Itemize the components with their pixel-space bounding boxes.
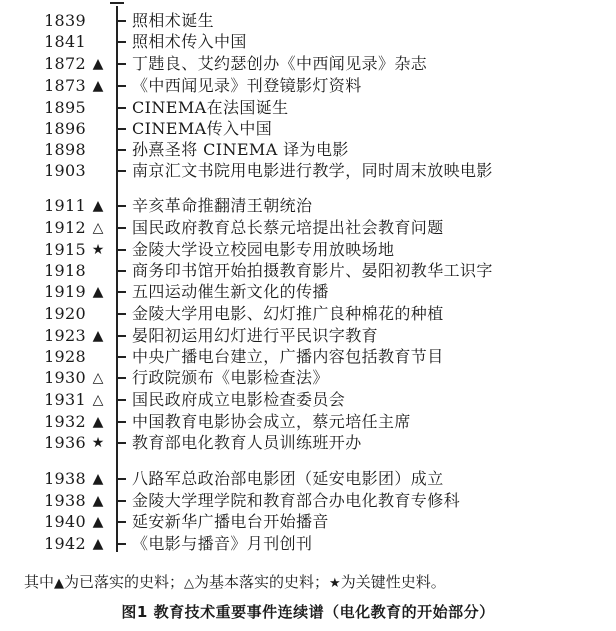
event-year: 1918 — [44, 261, 86, 280]
timeline-row — [0, 411, 616, 433]
solid-triangle-icon: ▲ — [92, 493, 104, 509]
event-description: CINEMA在法国诞生 — [132, 98, 289, 117]
axis-tick — [117, 205, 126, 207]
axis-tick — [117, 149, 126, 151]
event-description: 五四运动催生新文化的传播 — [132, 282, 329, 301]
timeline-axis-cap — [110, 2, 124, 4]
axis-tick — [117, 270, 126, 272]
timeline-row — [0, 160, 616, 182]
timeline-row — [0, 139, 616, 161]
legend-star-text: 为关键性史料。 — [340, 573, 446, 591]
timeline-row — [0, 10, 616, 32]
event-year: 1915 — [44, 240, 86, 259]
axis-tick — [117, 377, 126, 379]
star-icon: ★ — [91, 242, 105, 258]
event-description: 商务印书馆开始拍摄教育影片、晏阳初教华工识字 — [132, 261, 493, 280]
event-year: 1912 — [44, 218, 86, 237]
event-year: 1895 — [44, 98, 86, 117]
event-year: 1923 — [44, 326, 86, 345]
figure-caption: 图1 教育技术重要事件连续谱（电化教育的开始部分） — [121, 603, 495, 621]
hollow-triangle-icon: △ — [92, 370, 104, 386]
solid-triangle-icon: ▲ — [92, 328, 104, 344]
legend-hollow-triangle-icon: △ — [184, 576, 195, 591]
event-year: 1903 — [44, 161, 86, 180]
timeline-row — [0, 97, 616, 119]
axis-tick — [117, 227, 126, 229]
event-year: 1936 — [44, 433, 86, 452]
event-year: 1938 — [44, 469, 86, 488]
event-description: 教育部电化教育人员训练班开办 — [132, 433, 362, 452]
timeline-row — [0, 490, 616, 512]
event-year: 1872 — [44, 54, 86, 73]
event-description: 中央广播电台建立，广播内容包括教育节目 — [132, 347, 444, 366]
axis-tick — [117, 63, 126, 65]
solid-triangle-icon: ▲ — [92, 536, 104, 552]
event-description: 南京汇文书院用电影进行教学，同时周末放映电影 — [132, 161, 493, 180]
axis-tick — [117, 335, 126, 337]
event-description: 延安新华广播电台开始播音 — [132, 512, 329, 531]
solid-triangle-icon: ▲ — [92, 284, 104, 300]
timeline-row — [0, 346, 616, 368]
timeline-row — [0, 468, 616, 490]
star-icon: ★ — [91, 435, 105, 451]
solid-triangle-icon: ▲ — [92, 56, 104, 72]
event-description: 行政院颁布《电影检查法》 — [132, 368, 329, 387]
timeline-row — [0, 533, 616, 555]
timeline-row — [0, 389, 616, 411]
timeline-row — [0, 75, 616, 97]
event-year: 1839 — [44, 11, 86, 30]
event-year: 1942 — [44, 534, 86, 553]
axis-tick — [117, 500, 126, 502]
axis-tick — [117, 442, 126, 444]
axis-tick — [117, 399, 126, 401]
event-description: 《中西闻见录》刊登镜影灯资料 — [132, 76, 362, 95]
event-description: 晏阳初运用幻灯进行平民识字教育 — [132, 326, 379, 345]
event-description: 国民政府教育总长蔡元培提出社会教育问题 — [132, 218, 444, 237]
timeline-row — [0, 217, 616, 239]
event-year: 1938 — [44, 491, 86, 510]
timeline-row — [0, 239, 616, 261]
event-year: 1920 — [44, 304, 86, 323]
axis-tick — [117, 521, 126, 523]
event-year: 1898 — [44, 140, 86, 159]
timeline-row — [0, 195, 616, 217]
event-description: 金陵大学理学院和教育部合办电化教育专修科 — [132, 491, 461, 510]
legend-star-icon: ★ — [329, 576, 341, 591]
timeline-row — [0, 367, 616, 389]
event-description: 辛亥革命推翻清王朝统治 — [132, 196, 313, 215]
legend-solid-triangle-text: 为已落实的史料； — [64, 573, 185, 591]
event-description: 丁韪良、艾约瑟创办《中西闻见录》杂志 — [132, 54, 428, 73]
solid-triangle-icon: ▲ — [92, 414, 104, 430]
timeline-row — [0, 303, 616, 325]
event-description: 国民政府成立电影检查委员会 — [132, 390, 346, 409]
event-description: CINEMA传入中国 — [132, 119, 273, 138]
legend-hollow-triangle-text: 为基本落实的史料； — [194, 573, 330, 591]
event-year: 1841 — [44, 32, 86, 51]
event-year: 1896 — [44, 119, 86, 138]
event-description: 八路军总政治部电影团（延安电影团）成立 — [132, 469, 444, 488]
event-description: 照相术诞生 — [132, 11, 215, 30]
event-description: 金陵大学设立校园电影专用放映场地 — [132, 240, 395, 259]
timeline-row — [0, 432, 616, 454]
axis-tick — [117, 85, 126, 87]
timeline-row — [0, 31, 616, 53]
event-description: 《电影与播音》月刊创刊 — [132, 534, 313, 553]
axis-tick — [117, 421, 126, 423]
axis-tick — [117, 543, 126, 545]
axis-tick — [117, 356, 126, 358]
solid-triangle-icon: ▲ — [92, 78, 104, 94]
timeline-row — [0, 511, 616, 533]
event-description: 孙熹圣将 CINEMA 译为电影 — [132, 140, 349, 159]
event-year: 1930 — [44, 368, 86, 387]
event-description: 照相术传入中国 — [132, 32, 247, 51]
timeline-row — [0, 281, 616, 303]
event-description: 金陵大学用电影、幻灯推广良种棉花的种植 — [132, 304, 444, 323]
event-description: 中国教育电影协会成立，蔡元培任主席 — [132, 412, 411, 431]
solid-triangle-icon: ▲ — [92, 198, 104, 214]
timeline-row — [0, 260, 616, 282]
axis-tick — [117, 170, 126, 172]
event-year: 1928 — [44, 347, 86, 366]
axis-tick — [117, 20, 126, 22]
axis-tick — [117, 41, 126, 43]
event-year: 1873 — [44, 76, 86, 95]
timeline-row — [0, 53, 616, 75]
event-year: 1940 — [44, 512, 86, 531]
legend-solid-triangle-icon: ▲ — [54, 576, 65, 591]
solid-triangle-icon: ▲ — [92, 514, 104, 530]
legend-prefix: 其中 — [24, 573, 55, 591]
hollow-triangle-icon: △ — [92, 392, 104, 408]
axis-tick — [117, 291, 126, 293]
axis-tick — [117, 249, 126, 251]
solid-triangle-icon: ▲ — [92, 471, 104, 487]
axis-tick — [117, 128, 126, 130]
event-year: 1911 — [44, 196, 86, 215]
axis-tick — [117, 313, 126, 315]
timeline-row — [0, 118, 616, 140]
timeline-row — [0, 325, 616, 347]
axis-tick — [117, 478, 126, 480]
event-year: 1931 — [44, 390, 86, 409]
event-year: 1919 — [44, 282, 86, 301]
hollow-triangle-icon: △ — [92, 220, 104, 236]
axis-tick — [117, 107, 126, 109]
event-year: 1932 — [44, 412, 86, 431]
legend — [24, 572, 604, 594]
